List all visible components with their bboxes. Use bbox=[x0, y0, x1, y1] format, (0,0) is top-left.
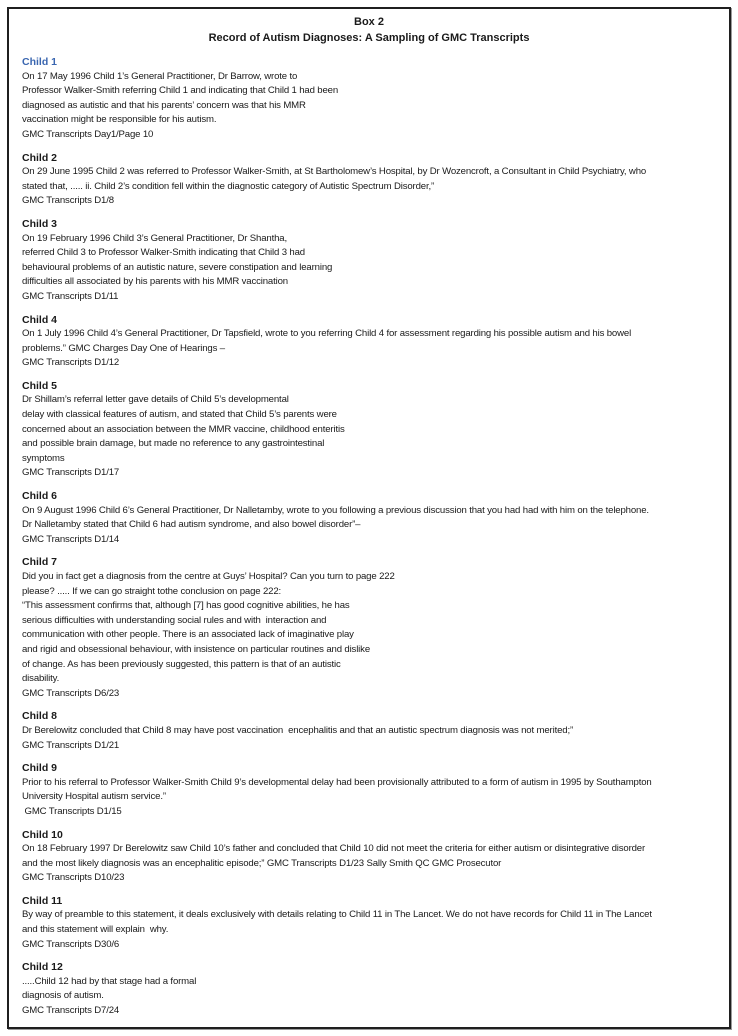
text-line: On 9 August 1996 Child 6’s General Practitioner, Dr Nalletamby, wrote to you following a previous discussion that you had had with him on the telephone. bbox=[22, 504, 649, 516]
section-lines bbox=[22, 908, 716, 952]
text-line: GMC Transcripts D6/23 bbox=[22, 687, 120, 699]
child-heading: Child 3 bbox=[22, 217, 58, 230]
text-line: and rigid and obsessional behaviour, with insistence on particular routines and dislike bbox=[22, 643, 370, 655]
text-line: vaccination might be responsible for his autism. bbox=[22, 114, 217, 126]
text-line: problems.” GMC Charges Day One of Hearings – bbox=[22, 342, 225, 354]
section-lines bbox=[22, 165, 716, 209]
text-line: GMC Transcripts D1/14 bbox=[22, 533, 120, 545]
text-line: symptoms bbox=[22, 452, 65, 464]
box-header bbox=[22, 14, 716, 46]
child-section bbox=[22, 151, 716, 209]
text-line: On 1 July 1996 Child 4’s General Practitioner, Dr Tapsfield, wrote to you referring Child 4 for assessment regarding his possible autism and his bowel bbox=[22, 328, 632, 340]
section-lines bbox=[22, 724, 716, 753]
text-line: Did you in fact get a diagnosis from the centre at Guys’ Hospital? Can you turn to page 222 bbox=[22, 571, 395, 582]
text-line: concerned about an association between the MMR vaccine, childhood enteritis bbox=[22, 423, 345, 435]
text-line: GMC Transcripts D1/17 bbox=[22, 467, 120, 479]
text-line: GMC Transcripts D10/23 bbox=[22, 872, 125, 884]
child-heading: Child 6 bbox=[22, 490, 58, 503]
text-line: Dr Berelowitz concluded that Child 8 may have post vaccination encephalitis and that an autistic spectrum diagnosis was not merited;” bbox=[22, 724, 574, 736]
text-line: serious difficulties with understanding social rules and with interaction and bbox=[22, 614, 327, 626]
text-line: Dr Nalletamby stated that Child 6 had autism syndrome, and also bowel disorder”– bbox=[22, 519, 361, 531]
text-line: On 18 February 1997 Dr Berelowitz saw Child 10’s father and concluded that Child 10 did not meet the criteria for either autism or disintegrative disorder bbox=[22, 843, 646, 855]
child-section bbox=[22, 960, 716, 1018]
text-line: difficulties all associated by his parents with his MMR vaccination bbox=[22, 276, 288, 288]
text-line: Dr Shillam’s referral letter gave details of Child 5’s developmental bbox=[22, 394, 289, 406]
text-line: University Hospital autism service.” bbox=[22, 791, 166, 803]
child-section bbox=[22, 489, 716, 547]
section-lines bbox=[22, 393, 716, 481]
child-heading: Child 11 bbox=[22, 894, 63, 907]
text-line: and possible brain damage, but made no reference to any gastrointestinal bbox=[22, 438, 325, 450]
text-line: On 29 June 1995 Child 2 was referred to Professor Walker-Smith, at St Bartholomew’s Hospital, by Dr Wozencroft, a Consultant in Child Psychiatry, who bbox=[22, 166, 647, 178]
text-line: GMC Transcripts D1/11 bbox=[22, 290, 119, 302]
box-border bbox=[7, 7, 731, 1029]
text-line: On 17 May 1996 Child 1’s General Practitioner, Dr Barrow, wrote to bbox=[22, 70, 298, 82]
child-section bbox=[22, 709, 716, 753]
child-heading: Child 9 bbox=[22, 762, 58, 775]
child-section bbox=[22, 761, 716, 819]
text-line: .....Child 12 had by that stage had a formal bbox=[22, 975, 197, 987]
text-line: GMC Transcripts Day1/Page 10 bbox=[22, 128, 154, 140]
text-line: GMC Transcripts D1/15 bbox=[22, 805, 122, 817]
child-heading: Child 2 bbox=[22, 151, 58, 164]
text-line: Professor Walker-Smith referring Child 1 and indicating that Child 1 had been bbox=[22, 85, 339, 97]
text-line: behavioural problems of an autistic nature, severe constipation and learning bbox=[22, 261, 333, 273]
text-line: delay with classical features of autism, and stated that Child 5’s parents were bbox=[22, 409, 337, 421]
child-heading: Child 7 bbox=[22, 556, 58, 569]
text-line: GMC Transcripts D1/21 bbox=[22, 739, 120, 751]
box-title: Box 2 bbox=[354, 16, 384, 28]
section-lines bbox=[22, 232, 716, 305]
box-subtitle: Record of Autism Diagnoses: A Sampling of GMC Transcripts bbox=[208, 32, 530, 44]
child-heading: Child 8 bbox=[22, 710, 58, 723]
text-line: By way of preamble to this statement, it deals exclusively with details relating to Child 11 in The Lancet. We do not have records for Child 11 in The Lancet bbox=[22, 909, 652, 921]
sections bbox=[22, 55, 716, 1019]
child-section bbox=[22, 379, 716, 481]
text-line: and the most likely diagnosis was an encephalitic episode;” GMC Transcripts D1/23 Sally Smith QC GMC Prosecutor bbox=[22, 857, 502, 869]
text-line: communication with other people. There is an associated lack of imaginative play bbox=[22, 629, 354, 641]
text-line: “This assessment confirms that, although [7] has good cognitive abilities, he has bbox=[22, 600, 350, 612]
child-section bbox=[22, 894, 716, 952]
section-lines bbox=[22, 776, 716, 820]
text-line: GMC Transcripts D1/8 bbox=[22, 195, 114, 207]
text-line: Prior to his referral to Professor Walker-Smith Child 9’s developmental delay had been provisionally attributed to a form of autism in 1995 by Southampton bbox=[22, 776, 652, 788]
text-line: referred Child 3 to Professor Walker-Smith indicating that Child 3 had bbox=[22, 247, 305, 259]
text-line: diagnosed as autistic and that his parents’ concern was that his MMR bbox=[22, 99, 306, 111]
text-line: and this statement will explain why. bbox=[22, 924, 169, 936]
child-heading: Child 12 bbox=[22, 961, 63, 974]
child-heading: Child 10 bbox=[22, 828, 63, 841]
section-lines bbox=[22, 975, 716, 1019]
text-line: diagnosis of autism. bbox=[22, 990, 104, 1002]
child-heading: Child 5 bbox=[22, 379, 58, 392]
section-lines bbox=[22, 70, 716, 143]
text-line: please? ..... If we can go straight tothe conclusion on page 222: bbox=[22, 585, 282, 597]
child-section bbox=[22, 55, 716, 143]
child-section bbox=[22, 828, 716, 886]
child-section bbox=[22, 555, 716, 701]
child-section bbox=[22, 313, 716, 371]
text-line: GMC Transcripts D7/24 bbox=[22, 1005, 120, 1017]
section-lines bbox=[22, 842, 716, 886]
section-lines bbox=[22, 570, 716, 701]
text-line: GMC Transcripts D1/12 bbox=[22, 357, 120, 369]
child-heading: Child 4 bbox=[22, 313, 58, 326]
section-lines bbox=[22, 327, 716, 371]
section-lines bbox=[22, 504, 716, 548]
text-line: stated that, ..... ii. Child 2’s condition fell within the diagnostic category of Autistic Spectrum Disorder,” bbox=[22, 180, 435, 192]
child-heading: Child 1 bbox=[22, 56, 58, 68]
text-line: GMC Transcripts D30/6 bbox=[22, 938, 120, 950]
child-section bbox=[22, 217, 716, 305]
text-line: On 19 February 1996 Child 3’s General Practitioner, Dr Shantha, bbox=[22, 232, 288, 244]
text-line: disability. bbox=[22, 673, 60, 685]
text-line: of change. As has been previously suggested, this pattern is that of an autistic bbox=[22, 658, 341, 670]
